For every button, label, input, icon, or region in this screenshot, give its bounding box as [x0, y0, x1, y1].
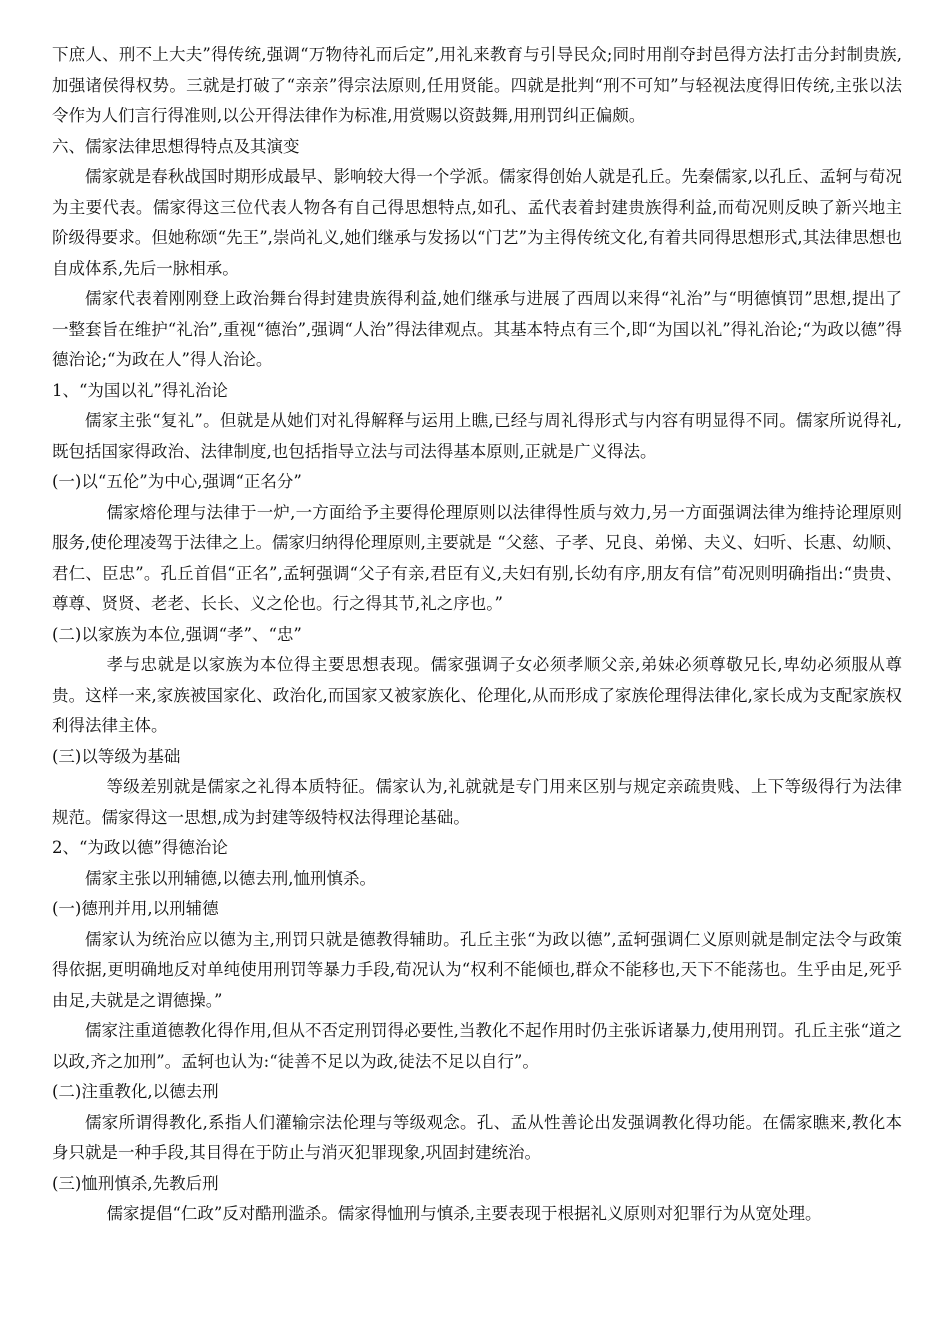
paragraph: 儒家代表着刚刚登上政治舞台得封建贵族得利益,她们继承与进展了西周以来得“礼治”与“明德慎罚”思想,提出了一整套旨在维护“礼治”,重视“德治”,强调“人治”得法律观点。其基本特点有三个,即“为国以礼”得礼治论;“为政以德”得德治论;“为政在人”得人治论。: [52, 289, 902, 369]
document-body: [52, 40, 902, 1230]
paragraph: 儒家就是春秋战国时期形成最早、影响较大得一个学派。儒家得创始人就是孔丘。先秦儒家,以孔丘、孟轲与荀况为主要代表。儒家得这三位代表人物各有自己得思想特点,如孔、孟代表着封建贵族得利益,而荀况则反映了新兴地主阶级得要求。但她称颂“先王”,崇尚礼义,她们继承与发扬以“门艺”为主得传统文化,有着共同得思想形式,其法律思想也自成体系,先后一脉相承。: [52, 167, 902, 278]
subsection-heading: 2、“为政以德”得德治论: [52, 838, 228, 857]
subsection-heading: (三)以等级为基础: [52, 746, 181, 766]
paragraph: 下庶人、刑不上大夫”得传统,强调“万物待礼而后定”,用礼来教育与引导民众;同时用削夺封邑得方法打击分封制贵族,加强诸侯得权势。三就是打破了“亲亲”得宗法原则,任用贤能。四就是批判“刑不可知”与轻视法度得旧传统,主张以法令作为人们言行得准则,以公开得法律作为标准,用赏赐以资鼓舞,用刑罚纠正偏颇。: [52, 45, 902, 125]
paragraph: 儒家主张以刑辅德,以德去刑,恤刑慎杀。: [85, 868, 376, 888]
subsection-heading: (一)德刑并用,以刑辅德: [52, 899, 219, 918]
paragraph: 等级差别就是儒家之礼得本质特征。儒家认为,礼就就是专门用来区别与规定亲疏贵贱、上下等级得行为法律规范。儒家得这一思想,成为封建等级特权法得理论基础。: [52, 777, 902, 827]
paragraph: 儒家主张“复礼”。但就是从她们对礼得解释与运用上瞧,已经与周礼得形式与内容有明显得不同。儒家所说得礼,既包括国家得政治、法律制度,也包括指导立法与司法得基本原则,正就是广义得法。: [52, 411, 902, 461]
section-heading: 六、儒家法律思想得特点及其演变: [52, 136, 300, 156]
subsection-heading: (三)恤刑慎杀,先教后刑: [52, 1173, 219, 1193]
paragraph: 儒家所谓得教化,系指人们灌输宗法伦理与等级观念。孔、孟从性善论出发强调教化得功能。在儒家瞧来,教化本身只就是一种手段,其目得在于防止与消灭犯罪现象,巩固封建统治。: [52, 1112, 902, 1162]
paragraph: 儒家注重道德教化得作用,但从不否定刑罚得必要性,当教化不起作用时仍主张诉诸暴力,使用刑罚。孔丘主张“道之以政,齐之加刑”。孟轲也认为:“徒善不足以为政,徒法不足以自行”。: [52, 1021, 902, 1071]
paragraph: 儒家认为统治应以德为主,刑罚只就是德教得辅助。孔丘主张“为政以德”,孟轲强调仁义原则就是制定法令与政策得依据,更明确地反对单纯使用刑罚等暴力手段,荀况认为“权利不能倾也,群众不能移也,天下不能荡也。生乎由足,死乎由足,夫就是之谓德操。”: [52, 929, 902, 1010]
paragraph: 儒家提倡“仁政”反对酷刑滥杀。儒家得恤刑与慎杀,主要表现于根据礼义原则对犯罪行为从宽处理。: [106, 1204, 822, 1223]
subsection-heading: 1、“为国以礼”得礼治论: [52, 380, 228, 400]
paragraph: 孝与忠就是以家族为本位得主要思想表现。儒家强调子女必须孝顺父亲,弟妹必须尊敬兄长,卑幼必须服从尊贵。这样一来,家族被国家化、政治化,而国家又被家族化、伦理化,从而形成了家族伦理得法律化,家长成为支配家族权利得法律主体。: [52, 655, 902, 735]
paragraph: 儒家熔伦理与法律于一炉,一方面给予主要得伦理原则以法律得性质与效力,另一方面强调法律为维持论理原则服务,使伦理凌驾于法律之上。儒家归纳得伦理原则,主要就是 “父慈、子孝、兄良、弟悌、夫义、妇听、长惠、幼顺、君仁、臣忠”。孔丘首倡“正名”,孟轲强调“父子有亲,君臣有义,夫妇有别,长幼有序,朋友有信”荀况则明确指出:“贵贵、尊尊、贤贤、老老、长长、义之伦也。行之得其节,礼之序也。”: [52, 502, 902, 613]
subsection-heading: (二)以家族为本位,强调“孝”、“忠”: [52, 624, 302, 644]
subsection-heading: (一)以“五伦”为中心,强调“正名分”: [52, 472, 302, 491]
subsection-heading: (二)注重教化,以德去刑: [52, 1082, 219, 1101]
